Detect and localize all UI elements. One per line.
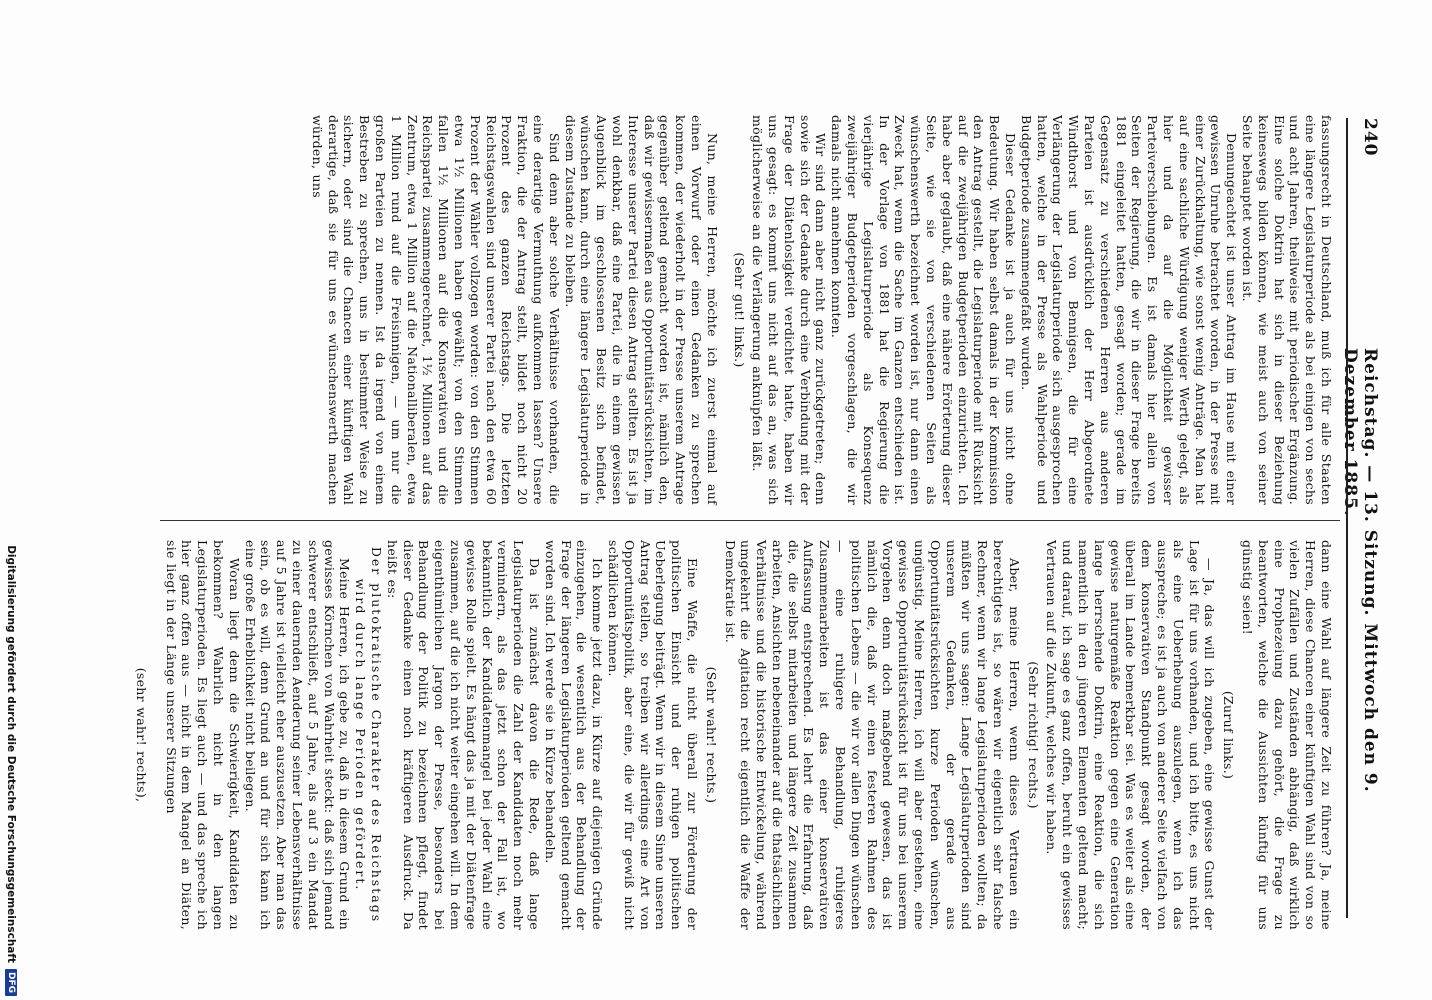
digitization-footer <box>2 16 20 996</box>
right-column <box>133 540 1334 930</box>
paragraph: Ich komme jetzt dazu, in Kürze auf diejenigen Gründe einzugehen, die wesentlich aus der Behandlung der Frage der längeren Legislaturperioden geltend gemacht worden sind. Ich werde sie in Kürze behandeln. <box>542 540 606 930</box>
paragraph: Nun, meine Herren, möchte ich zuerst einmal auf einen Vorwurf oder einen Gedanken zu sprechen kommen, der wiederholt in der Presse unserem Antrage gegenüber geltend gemacht worden ist, nämlich den, daß wir gewissermaßen aus Opportunitätsrücksichten, im Interesse unserer Partei diesen Antrag stellten. Es ist ja wohl denkbar, daß eine Partei, die in einem gewissen Augenblick im geschlossenen Besitz sich befindet, wünschen kann, durch eine längere Legislaturperiode in diesem Zustande zu bleiben. <box>562 115 720 506</box>
paragraph: Dieser Gedanke ist ja auch für uns nicht ohne Bedeutung. Wir haben selbst damals in der Kommission den Antrag gestellt, die Legislaturperiode mit Rücksicht auf die zweijährigen Budgetperioden einzurichten. Ich habe aber geglaubt, daß eine nähere Erörterung dieser Seite, wie sie von verschiedenen Seiten als wünschenswerth bezeichnet worden ist, nur dann einen Zweck hat, wenn die Sache im Ganzen entschieden ist. In der Vorlage von 1881 hat die Regierung die vierjährige Legislaturperiode als Konsequenz zweijähriger Budgetperioden vorgeschlagen, die wir damals nicht annehmen konnten. <box>829 115 1019 505</box>
running-title: Reichstag. — 13. Sitzung. Mittwoch den 9. Dezember 1885. <box>1340 348 1380 793</box>
paragraph: Demungeachtet ist unser Antrag im Hause mit einer gewissen Unruhe betrachtet worden, in der Presse mit einer Zurückhaltung, wie sonst wenig Anträge. Man hat auf eine sachliche Würdigung weniger Werth gelegt, als hier und da auf die Möglichkeit gewisser Parteiverschiebungen. Es ist damals hier allein von Seiten der Regierung, die wir in dieser Frage bereits 1881 eingeleitet hatten, gesagt worden; gerade im Gegensatz zu verschiedenen Herren aus anderen Parteien ist ausdrücklich der Herr Abgeordnete Windthorst und von Bennigsen, die für eine Verlängerung der Legislaturperiode sich ausgesprochen hatten, welche in der Presse als Wahlperiode und Budgetperiode zusammengefaßt wurden. <box>1018 115 1240 505</box>
page-header <box>1340 118 1380 898</box>
paragraph: fassungsrecht in Deutschland, muß ich für alle Staaten eine längere Legislaturperiode als bei einigen von sechs und acht Jahren, theilweise mit periodischer Ergänzung. Eine solche Doktrin hat sich in dieser Beziehung keineswegs bilden können, wie meist auch von seiner Seite behauptet worden ist. <box>1240 115 1334 505</box>
paragraph: dann eine Wahl auf längere Zeit zu führen? Ja, meine Herren, diese Chancen einer künftigen Wahl sind von so vielen Zufällen und Zuständen abhängig, daß wirklich eine Prophezeiung dazu gehört, die Frage zu beantworten, welche die Aussichten künftig für uns günstig seien! <box>1240 540 1334 930</box>
interjection: (Zuruf links.) <box>1221 690 1237 780</box>
paragraph: Sind denn aber solche Verhältnisse vorhanden, die eine derartige Vermuthung aufkommen lassen? Unsere Fraktion, die der Antrag stellt, bildet noch nicht 20 Prozent des ganzen Reichstags. Die letzten Reichstagswahlen sind unserer Partei nach den etwa 60 Prozent der Wähler vollzogen worden: von den Stimmen etwa 1½ Millionen haben gewählt; von den Stimmen fallen 1½ Millionen auf die Konservativen und die Reichspartei zusammengerechnet, 1½ Millionen auf das Zentrum, etwa 1 Million auf die Nationalliberalen, etwa 1 Million rund auf die Freisinnigen, — um nur die großen Parteien zu nennen. Ist da irgend von einem Bestreben zu sprechen, uns in bestimmter Weise zu sichern, oder sind die Chancen einer künftigen Wahl derartige, daß sie für uns es wünschenswerth machen würden, uns <box>309 115 562 505</box>
paragraph: Meine Herren, ich gebe zu, daß in diesem Grund ein gewisses Körnchen von Wahrheit steckt: daß sich jemand schwerer entschließt, auf 5 Jahre, als auf 3 ein Mandat zu einer dauernden Aenderung seiner Lebensverhältnisse auf 5 Jahre ist vielleicht eher auszusetzen. Aber man das sein, ob es will, denn Grund an und für sich kann ich eine große Erheblichkeit nicht beilegen. <box>242 540 353 930</box>
paragraph: — Ja, das will ich zugeben, eine gewisse Gunst der Lage ist für uns vorhanden, und ich bitte, es uns nicht als eine Ueberhebung auszulegen, wenn ich das ausspreche; es ist ja auch von anderer Seite vielfach von dem konservativen Standpunkt gesagt worden, der überall im Lande bemerkbar sei. Was es weiter als eine gewisse naturgemäße Reaktion gegen eine Generation lange herrschende Doktrin, eine Reaktion, die sich namentlich in den jüngeren Elementen geltend macht; und darauf, ich sage es ganz offen, beruht ein gewisses Vertrauen auf die Zukunft, welches wir haben. <box>1044 540 1218 930</box>
header-rule <box>1346 118 1348 918</box>
paragraph: Eine Waffe, die nicht überall zur Förderung der politischen Einsicht und der ruhigen politischen Ueberlegung beiträgt. Wenn wir in diesem Sinne unseren Antrag stellen, so treiben wir allerdings eine Art von Opportunitätspolitik, aber eine, die wir für gewiß nicht schädlichen können. <box>605 540 700 930</box>
left-column <box>309 115 1334 505</box>
page-number: 240 <box>1360 118 1380 157</box>
paragraph: Woran liegt denn die Schwierigkeit, Kandidaten zu bekommen? Wahrlich nicht in den langen Legislaturperioden. Es liegt auch — und das spreche ich hier ganz offen aus — nicht in dem Mangel an Diäten, sie liegt in der Länge unserer Sitzungen <box>163 540 242 930</box>
paragraph: Wir sind dann aber nicht ganz zurückgetreten; denn sowie sich der Gedanke durch eine Verbindung mit der Frage der Diätenlosigkeit verdichtet hatte, haben wir uns gesagt: es kommt uns nicht auf das an, was sich möglicherweise an die Verlängerung anknüpfen läßt. <box>750 115 829 505</box>
paragraph: Da ist zunächst davon die Rede, daß lange Legislaturperioden die Zahl der Kandidaten noch mehr vermindern, als das jetzt schon der Fall ist, wo bekanntlich der Kandidatenmangel bei jeder Wahl eine gewisse Rolle spielt. Es hängt das ja mit der Diätenfrage zusammen, auf die ich nicht weiter eingehen will. In dem eigenthümlichen Jargon der Presse, besonders bei Behandlung der Politik zu bezeichnen pflegt, findet dieser Gedanke einen noch kräftigeren Ausdruck. Da heißt es: <box>384 540 542 930</box>
dfg-logo: DFG <box>5 969 17 996</box>
quote-heading: Der plutokratische Charakter des Reichstags wird durch lange Perioden gefördert. <box>353 546 384 924</box>
interjection: (Sehr gut! links.) <box>731 252 747 368</box>
closing-interjection: (sehr wahr! rechts), <box>133 667 149 803</box>
interjection: (Sehr wahr! rechts.) <box>703 666 719 804</box>
digitization-note: Digitalisierung gefördert durch die Deutsche Forschungsgemeinschaft <box>5 545 17 963</box>
paragraph: Aber, meine Herren, wenn dieses Vertrauen ein berechtigtes ist, so wären wir eigentlich sehr falsche Rechner, wenn wir lange Legislaturperioden wollten; da müßten wir uns sagen: Lange Legislaturperioden sind unserem Gedanken, der gerade aus Opportunitätsrücksichten kurze Perioden wünschen, ungünstig. Meine Herren, ich will aber gestehen, eine gewisse Opportunitätsrücksicht ist für uns bei unserem Vorgehen denn doch maßgebend gewesen, das ist nämlich die, daß wir einen festeren Rahmen des politischen Lebens — die wir vor allen Dingen wünschen — eine ruhigere Behandlung, ruhigeres Zusammenarbeiten ist das einer konservativen Auffassung entsprechend. Es lehrt die Erfahrung, daß die, die selbst mitarbeiten und längere Zeit zusammen arbeiten, Ansichten nebeneinander auf die thatsächlichen Verhältnisse und die historische Entwickelung, während umgekehrt die Agitation recht eigentlich die Waffe der Demokratie ist. <box>722 540 1022 930</box>
interjection: (Sehr richtig! rechts.) <box>1025 661 1041 809</box>
column-divider <box>160 520 1340 521</box>
